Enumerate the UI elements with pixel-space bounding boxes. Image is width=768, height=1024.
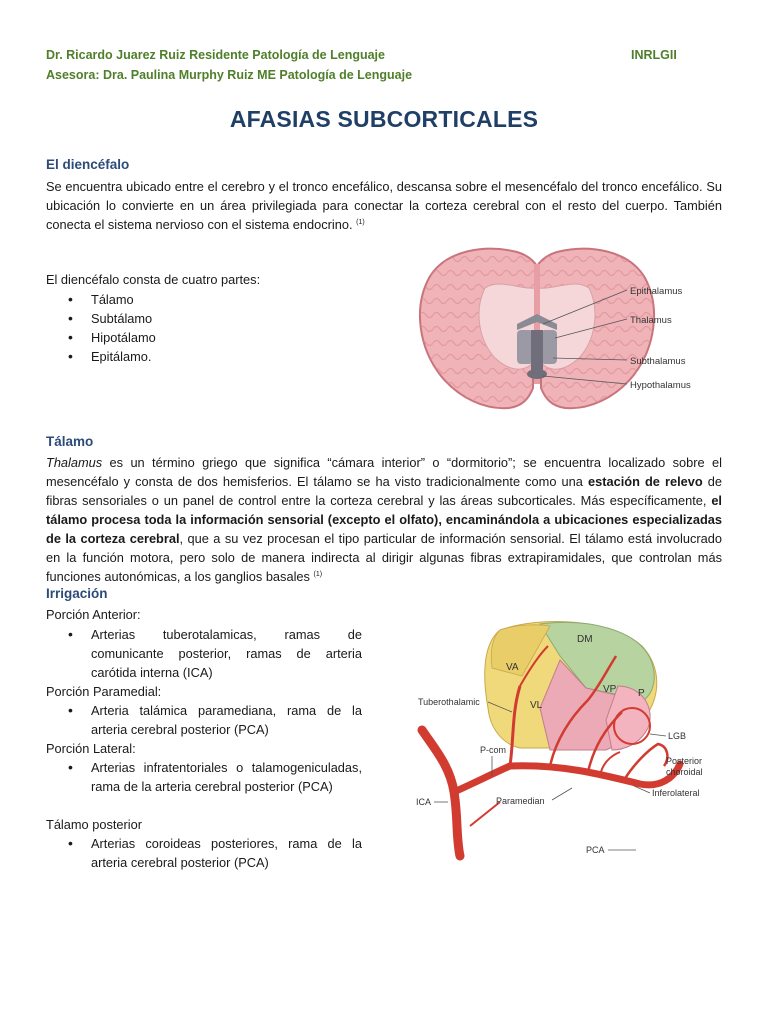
irrigation-list: [46, 625, 362, 682]
figure-label: Subthalamus: [630, 356, 686, 367]
section-title: Tálamo posterior: [46, 817, 143, 832]
region-label: P: [638, 688, 645, 699]
region-label: DM: [577, 634, 593, 645]
region-label: VP: [603, 684, 617, 695]
parts-intro: El diencéfalo consta de cuatro partes:: [46, 272, 261, 287]
figure-label: Paramedian: [496, 796, 545, 806]
talamo-heading: Tálamo: [46, 434, 94, 449]
brain-coronal-figure: [405, 238, 725, 416]
figure-label: PCA: [586, 845, 605, 855]
diencefalo-heading: El diencéfalo: [46, 157, 130, 172]
region-label: VA: [506, 662, 519, 673]
figure-label: Inferolateral: [652, 788, 700, 798]
list-item: • Hipotálamo: [46, 328, 346, 347]
irrigation-list: [46, 758, 362, 796]
figure-label: LGB: [668, 731, 687, 741]
figure-label: Posterior choroidal: [666, 756, 703, 777]
parts-list: [46, 290, 346, 366]
header-author: Dr. Ricardo Juarez Ruiz Residente Patología de Lenguaje: [46, 48, 385, 62]
header-advisor: Asesora: Dra. Paulina Murphy Ruiz ME Patología de Lenguaje: [46, 68, 413, 82]
list-item: • Arterias coroideas posteriores, rama de la arteria cerebral posterior (PCA): [46, 834, 362, 872]
figure-label: Thalamus: [630, 315, 672, 326]
header-institution: INRLGII: [631, 48, 677, 62]
list-item: • Arterias tuberotalamicas, ramas de comunicante posterior, ramas de arteria carótida interna (ICA): [46, 625, 362, 682]
talamo-paragraph: Thalamus es un término griego que significa “cámara interior” o “dormitorio”; se encuentra localizado sobre el mesencéfalo y consta de dos hemisferios. El tálamo se ha visto tradicionalmente como una estación de relevo de fibras sensoriales o un panel de control entre la corteza cerebral y las áreas subcorticales. Más específicamente, el tálamo procesa toda la información sensorial (excepto el olfato), encaminándola a ubicaciones especializadas de la corteza cerebral, que a su vez procesan el tipo particular de información sensorial. El tálamo está involucrado en la función motora, pero solo de manera indirecta al dirigir algunas fibras extrapiramidales, que controlan más funciones autonómicas, a los ganglios basales $^{(1)}$: [46, 455, 722, 584]
list-item: • Subtálamo: [46, 309, 346, 328]
list-item: • Arterias infratentoriales o talamogeniculadas, rama de la arteria cerebral posterior (PCA): [46, 758, 362, 796]
figure-label: ICA: [416, 797, 432, 807]
figure-label: Tuberothalamic: [418, 697, 480, 707]
section-title: Porción Paramedial:: [46, 684, 162, 699]
page-title: AFASIAS SUBCORTICALES: [229, 106, 539, 132]
reference-mark: (1): [356, 219, 365, 226]
region-label: VL: [530, 700, 543, 711]
figure-label: P-com: [480, 745, 507, 755]
list-item: • Epitálamo.: [46, 347, 346, 366]
figure-label: Epithalamus: [630, 286, 683, 297]
reference-mark: (1): [313, 571, 323, 578]
irrigation-list: [46, 701, 362, 739]
list-item: • Arteria talámica paramediana, rama de la arteria cerebral posterior (PCA): [46, 701, 362, 739]
list-item: • Tálamo: [46, 290, 346, 309]
section-title: Porción Anterior:: [46, 607, 141, 622]
section-title: Porción Lateral:: [46, 741, 136, 756]
diencefalo-paragraph: Se encuentra ubicado entre el cerebro y el tronco encefálico, descansa sobre el mesencéfalo del tronco encefálico. Su ubicación lo convierte en un área privilegiada para conectar la corteza cerebral con el resto del cuerpo. También conecta el sistema nervioso con el sistema endocrino. $^{(1)}$: [46, 179, 722, 232]
irrigation-list: [46, 834, 362, 872]
figure-label: Hypothalamus: [630, 380, 691, 391]
irrigacion-heading: Irrigación: [46, 586, 108, 601]
thalamus-irrigation-figure: [410, 616, 720, 866]
